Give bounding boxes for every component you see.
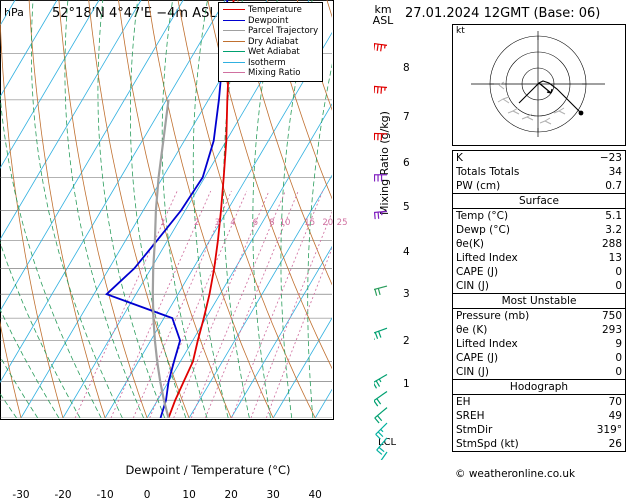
wind-barbs [374, 28, 400, 460]
legend-label: Parcel Trajectory [248, 26, 318, 36]
table-row [453, 265, 625, 279]
table-row [453, 179, 625, 194]
table-row [453, 251, 625, 265]
table-row [453, 209, 625, 224]
table-row-value: 70 [576, 395, 625, 410]
table-row-value: 750 [576, 309, 625, 324]
legend-item [223, 37, 318, 48]
table-row-value: 3.2 [576, 223, 625, 237]
height-axis-unit: km ASL [368, 4, 398, 26]
table-row-label: Pressure (mb) [453, 309, 576, 324]
table-section-label: Most Unstable [453, 294, 625, 309]
skewt-plot-area: Temperature Dewpoint Parcel Trajectory Dry Adiabat Wet Adiabat Isotherm Mixing Ratio -30 -20 -10 0 10 20 30 40 1 2 3 4 5 6 7 8 1 2 3 4 6 8 10 15 20 25 [0, 0, 334, 420]
table-row-value: 49 [576, 409, 625, 423]
table-row-label: EH [453, 395, 576, 410]
table-row [453, 409, 625, 423]
wind-barb [374, 375, 387, 389]
table-row-label: CAPE (J) [453, 351, 576, 365]
table-row-value: 5.1 [576, 209, 625, 224]
legend-swatch [223, 9, 245, 10]
mixing-ratio-value-label: 6 [253, 218, 258, 228]
hodograph-unit-label: kt [456, 26, 465, 36]
legend-item [223, 47, 318, 58]
table-row-label: SREH [453, 409, 576, 423]
table-row-label: K [453, 151, 576, 165]
legend-item [223, 5, 318, 16]
table-row-label: StmDir [453, 423, 576, 437]
legend-label: Dry Adiabat [248, 37, 298, 47]
hodograph-plot [453, 25, 623, 143]
wind-barb [375, 408, 387, 423]
table-row [453, 337, 625, 351]
pressure-axis-unit: hPa [4, 6, 24, 19]
table-row [453, 323, 625, 337]
legend-label: Isotherm [248, 58, 286, 68]
table-row [453, 437, 625, 451]
x-axis-title: Dewpoint / Temperature (°C) [42, 463, 374, 477]
legend-swatch [223, 30, 245, 31]
table-row [453, 423, 625, 437]
hodograph-panel [452, 24, 626, 146]
station-title: 52°18'N 4°47'E −4m ASL [52, 6, 217, 21]
table-row-value: 13 [576, 251, 625, 265]
mixing-ratio-value-label: 8 [269, 218, 274, 228]
table-row [453, 151, 625, 165]
credit-text: © weatheronline.co.uk [455, 468, 575, 480]
mixing-ratio-value-label: 3 [215, 218, 220, 228]
table-section-label: Hodograph [453, 380, 625, 395]
table-row-value: 0 [576, 351, 625, 365]
table-section-row [453, 194, 625, 209]
legend-swatch [223, 20, 245, 21]
wind-barb [374, 86, 387, 94]
mixing-ratio-value-label: 10 [280, 218, 291, 228]
table-row-value: 9 [576, 337, 625, 351]
table-section-label: Surface [453, 194, 625, 209]
indices-table [452, 150, 626, 452]
wind-barb [374, 286, 387, 297]
table-row-value: 0.7 [576, 179, 625, 194]
legend-swatch [223, 72, 245, 73]
table-section-row [453, 380, 625, 395]
legend-swatch [223, 41, 245, 42]
table-row [453, 365, 625, 380]
wind-barb [377, 438, 387, 455]
table-row-label: Lifted Index [453, 337, 576, 351]
table-row-value: 319° [576, 423, 625, 437]
table-row-label: θe(K) [453, 237, 576, 251]
table-row-label: PW (cm) [453, 179, 576, 194]
table-row-value: 0 [576, 279, 625, 294]
legend-item [223, 58, 318, 69]
mixing-ratio-value-label: 15 [304, 218, 315, 228]
wind-barb [374, 133, 387, 140]
table-row [453, 223, 625, 237]
legend-label: Dewpoint [248, 16, 288, 26]
legend-swatch [223, 51, 245, 52]
lcl-label: LCL [378, 437, 396, 448]
legend-item [223, 16, 318, 27]
table-row-label: θe (K) [453, 323, 576, 337]
legend-swatch [223, 62, 245, 63]
legend-label: Temperature [248, 5, 302, 15]
wind-barb [374, 175, 387, 182]
legend-label: Wet Adiabat [248, 47, 300, 57]
wind-barb [374, 391, 387, 406]
table-row [453, 395, 625, 410]
table-row-label: Totals Totals [453, 165, 576, 179]
legend-item [223, 26, 318, 37]
table-row-value: 0 [576, 265, 625, 279]
wind-barb [374, 211, 387, 219]
wind-barb [378, 452, 387, 460]
mixing-ratio-value-label: 4 [230, 218, 235, 228]
table-row-label: Dewp (°C) [453, 223, 576, 237]
mixing-ratio-value-label: 2 [194, 218, 199, 228]
table-row-label: CIN (J) [453, 365, 576, 380]
table-row-label: CAPE (J) [453, 265, 576, 279]
table-row-label: CIN (J) [453, 279, 576, 294]
wind-barb [376, 423, 387, 439]
table-row-label: StmSpd (kt) [453, 437, 576, 451]
table-row [453, 279, 625, 294]
legend-label: Mixing Ratio [248, 68, 300, 78]
table-row [453, 237, 625, 251]
table-row-value: 293 [576, 323, 625, 337]
table-row-value: 34 [576, 165, 625, 179]
table-row-label: Temp (°C) [453, 209, 576, 224]
table-row [453, 309, 625, 324]
wind-barb [374, 43, 387, 51]
legend-item [223, 68, 318, 79]
table-row-value: 288 [576, 237, 625, 251]
table-row-value: 0 [576, 365, 625, 380]
mixing-ratio-value-label: 20 [322, 218, 333, 228]
table-row [453, 165, 625, 179]
table-row-value: 26 [576, 437, 625, 451]
run-title: 27.01.2024 12GMT (Base: 06) [405, 6, 600, 21]
table-row-value: −23 [576, 151, 625, 165]
table-row [453, 351, 625, 365]
table-row-label: Lifted Index [453, 251, 576, 265]
mixing-ratio-value-label: 1 [160, 218, 165, 228]
mixing-ratio-axis-title: Mixing Ratio (g/kg) [378, 111, 391, 215]
chart-legend [218, 2, 323, 82]
wind-barb [374, 328, 387, 340]
table-section-row [453, 294, 625, 309]
